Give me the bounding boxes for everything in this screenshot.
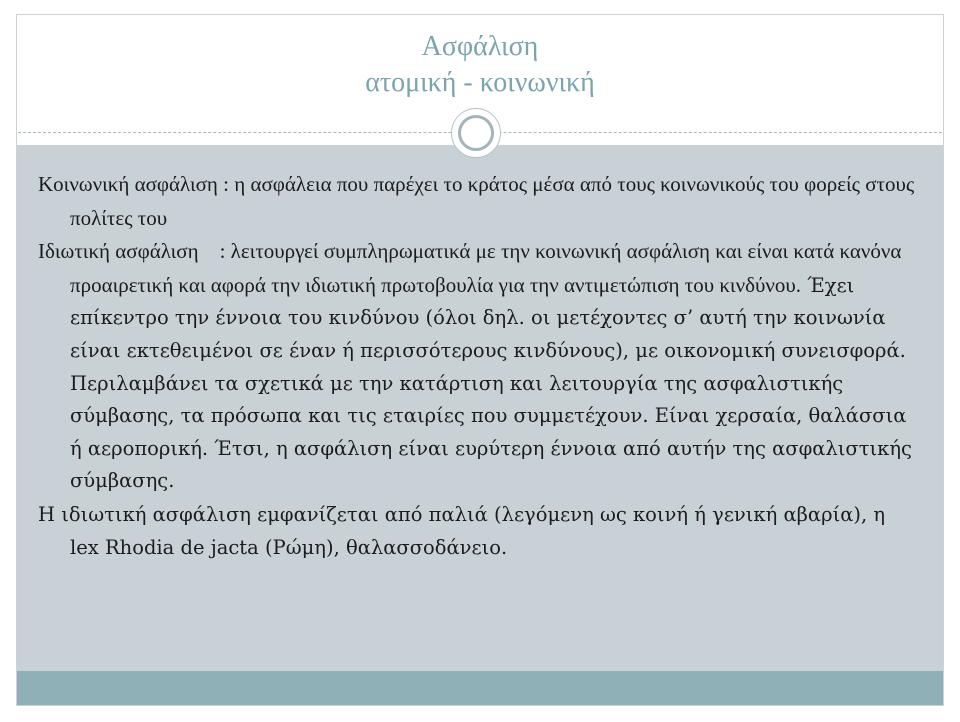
paragraph-history: [38, 498, 918, 564]
paragraph-social-insurance: [38, 168, 918, 235]
paragraph-private-insurance: [38, 235, 918, 498]
paragraph-1-lead: Κοινωνική ασφάλιση : η ασφάλεια που παρέχει το κράτος μέσα από τους κοινωνικούς του φορείς στους πολίτες του: [38, 172, 915, 230]
title-line-1: Ασφάλιση: [421, 31, 539, 62]
paragraph-2-lead: Ιδιωτική ασφάλιση : λειτουργεί συμπληρωματικά με την κοινωνική ασφάλιση και είναι κατά κανόνα προαιρετική και αφορά την ιδιωτική πρωτοβουλία για την αντιμετώπιση του κινδύνου.: [38, 239, 902, 297]
circle-ring-icon: [458, 115, 494, 151]
footer-bar: [17, 671, 943, 705]
body-text: [38, 168, 918, 564]
title-line-2: ατομική - κοινωνική: [365, 67, 595, 98]
paragraph-3-rest: Η ιδιωτική ασφάλιση εμφανίζεται από παλιά (λεγόμενη ως κοινή ή γενική αβαρία), η lex Rhodia de jacta (Ρώμη), θαλασσοδάνειο.: [38, 502, 886, 559]
circle-ornament-icon: [451, 108, 501, 158]
paragraph-2-rest: Έχει επίκεντρο την έννοια του κινδύνου (όλοι δηλ. οι μετέχοντες σ’ αυτή την κοινωνία είναι εκτεθειμένοι σε έναν ή περισσότερους κινδύνους), με οικονομική συνεισφορά. Περιλαμβάνει τα σχετικά με την κατάρτιση και λειτουργία της ασφαλιστικής σύμβασης, τα πρόσωπα και τις εταιρίες που συμμετέχουν. Είναι χερσαία, θαλάσσια ή αεροπορική. Έτσι, η ασφάλιση είναι ευρύτερη έννοια από αυτήν της ασφαλιστικής σύμβασης.: [70, 273, 912, 493]
